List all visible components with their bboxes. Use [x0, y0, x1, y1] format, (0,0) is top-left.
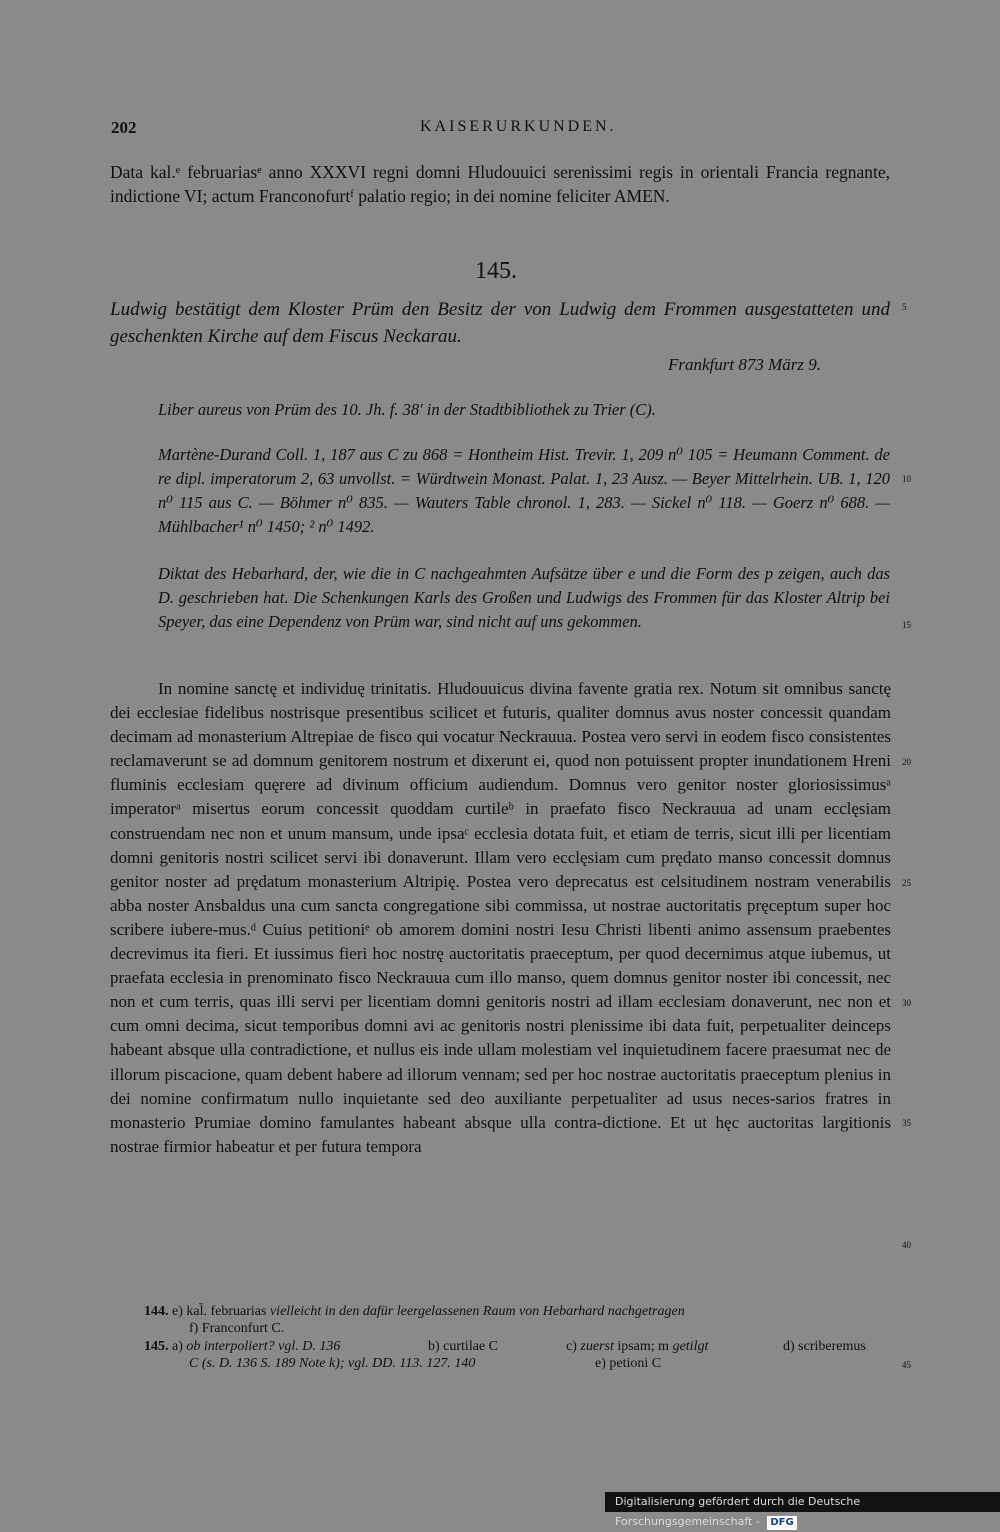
- footnote-145-d: d) scriberemus: [783, 1339, 866, 1354]
- footnote-144-f: f) Franconfurt C.: [189, 1321, 285, 1336]
- margin-line-number: 25: [902, 878, 911, 888]
- margin-line-number: 30: [902, 998, 911, 1008]
- place-date: Frankfurt 873 März 9.: [668, 355, 821, 374]
- margin-line-number: 35: [902, 1118, 911, 1128]
- margin-line-number: 5: [902, 302, 907, 312]
- footnote-145-label: 145. a) ob interpoliert? vgl. D. 136: [144, 1339, 341, 1354]
- charter-paragraph: In nomine sanctę et individuę trinitatis. Hludouuicus divina favente gratia rex. Notum sit omnibus sanctę dei ecclesiae fidelibus nostrisque presentibus scilicet et futuris, qualiter domnus avus noster concessit quandam decimam ad monasterium Altrepiae de fisco qui vocatur Neckrauua. Postea vero servi in eodem fisco consistentes reclamaverunt se ad domnum genitorem nostrum et dixerunt ei, quod non potuissent propter inundationem Hreni fluminis ecclesiam quęrere ad divinum officium audiendum. Domnus vero genitor noster gloriosissimusᵃ imperatorᵃ misertus eorum concessit quoddam curtileᵇ in praefato fisco Neckrauua ad unam ecclęsiam construendam nec non et unum mansum, unde ipsaᶜ ecclesia dotata fuit, et etiam de terris, sicut illi per licentiam domni genitoris nostri scilicet servi ibi donaverunt. Illam vero ecclęsiam cum prędato manso concessit domnus genitor noster ad prędatum monasterium Altripię. Postea vero deprecatus est celsitudinem nostram venerabilis abba noster Ansbaldus una cum sancta congregatione sibi commissa, ut nostrae auctoritatis pręceptum super hoc scribere iubere-mus.ᵈ Cuius petitioniᵉ ob amorem domini nostri Iesu Christi libenti animo assensum praebentes decrevimus ita fieri. Et iussimus fieri hoc nostrę auctoritatis praeceptum, per quod decernimus atque iubemus, ut praefata ecclesia in prenominato fisco Neckrauua cum illo manso, quem domnus genitor noster ibi concessit, nec non et cum terris, quas illi servi per licentiam domni genitoris nostri ad illam ecclesiam donaverunt, nec non et cum omni decima, sicut temporibus domni avi ac genitoris nostri plenissime ibi data fuit, perpetualiter deinceps habeant absque ulla contradictione, et nullus eis inde ullam molestiam vel inquietudinem facere praesumat nec de illorum piscacione, quam debent habere ad illorum vennam; sed per hoc nostrae auctoritatis praeceptum plenius in dei nomine confirmatum nullo inquietante sed deo auxiliante perpetualiter ad usus neces-sarios fratres in monasterio Prumiae domino famulantes habeant absque ulla contra-dictione. Et ut hęc auctoritas largitionis nostrae firmior habeatur et per futura tempora: [110, 679, 891, 1156]
- margin-line-number: 15: [902, 620, 911, 630]
- margin-line-number: 40: [902, 1240, 911, 1250]
- digitization-footer: [605, 1492, 1000, 1528]
- charter-text: [110, 677, 891, 1159]
- manuscript-source: Liber aureus von Prüm des 10. Jh. f. 38' in der Stadtbibliothek zu Trier (C).: [158, 400, 656, 419]
- footnote-145-b: b) curtilae C: [428, 1339, 498, 1354]
- footnote-145-e: e) petioni C: [595, 1356, 662, 1371]
- previous-date-clause: Data kal.ᵉ februariasᵉ anno XXXVI regni domni Hludouuici serenissimi regis in orientali Francia regnante, indictione VI; actum Franconofurtᶠ palatio regio; in dei nomine feliciter AMEN.: [110, 162, 890, 206]
- document-number: 145.: [475, 258, 517, 284]
- running-head: KAISERURKUNDEN.: [420, 118, 617, 135]
- footnote-144-e: 144. e) kal̄. februarias vielleicht in den dafür leergelassenen Raum von Hebarhard nachgetragen: [144, 1304, 685, 1319]
- dictation-note: Diktat des Hebarhard, der, wie die in C nachgeahmten Aufsätze über e und die Form des p zeigen, auch das D. geschrieben hat. Die Schenkungen Karls des Großen und Ludwigs des Frommen für das Kloster Altrip bei Speyer, das eine Dependenz von Prüm war, sind nicht auf uns gekommen.: [158, 564, 890, 631]
- literature-references: Martène-Durand Coll. 1, 187 aus C zu 868 = Hontheim Hist. Trevir. 1, 209 n⁰ 105 = Heumann Comment. de re dipl. imperatorum 2, 63 unvollst. = Würdtwein Monast. Palat. 1, 23 Ausz. — Beyer Mittelrhein. UB. 1, 120 n⁰ 115 aus C. — Böhmer n⁰ 835. — Wauters Table chronol. 1, 283. — Sickel n⁰ 118. — Goerz n⁰ 688. — Mühlbacher¹ n⁰ 1450; ² n⁰ 1492.: [158, 445, 890, 536]
- dfg-logo: DFG: [767, 1516, 796, 1530]
- margin-line-number: 10: [902, 474, 911, 484]
- page-number: 202: [111, 118, 137, 137]
- footnote-145-c: c) zuerst ipsam; m getilgt: [566, 1339, 709, 1354]
- margin-line-number: 20: [902, 757, 911, 767]
- regest-summary: Ludwig bestätigt dem Kloster Prüm den Besitz der von Ludwig dem Frommen ausgestatteten und geschenkten Kirche auf dem Fiscus Neckarau.: [110, 299, 890, 347]
- footer-text: Digitalisierung gefördert durch die Deutsche Forschungsgemeinschaft -: [615, 1495, 861, 1528]
- margin-line-number: 45: [902, 1360, 911, 1370]
- footnote-145-d-continued: C (s. D. 136 S. 189 Note k); vgl. DD. 113. 127. 140: [189, 1356, 476, 1371]
